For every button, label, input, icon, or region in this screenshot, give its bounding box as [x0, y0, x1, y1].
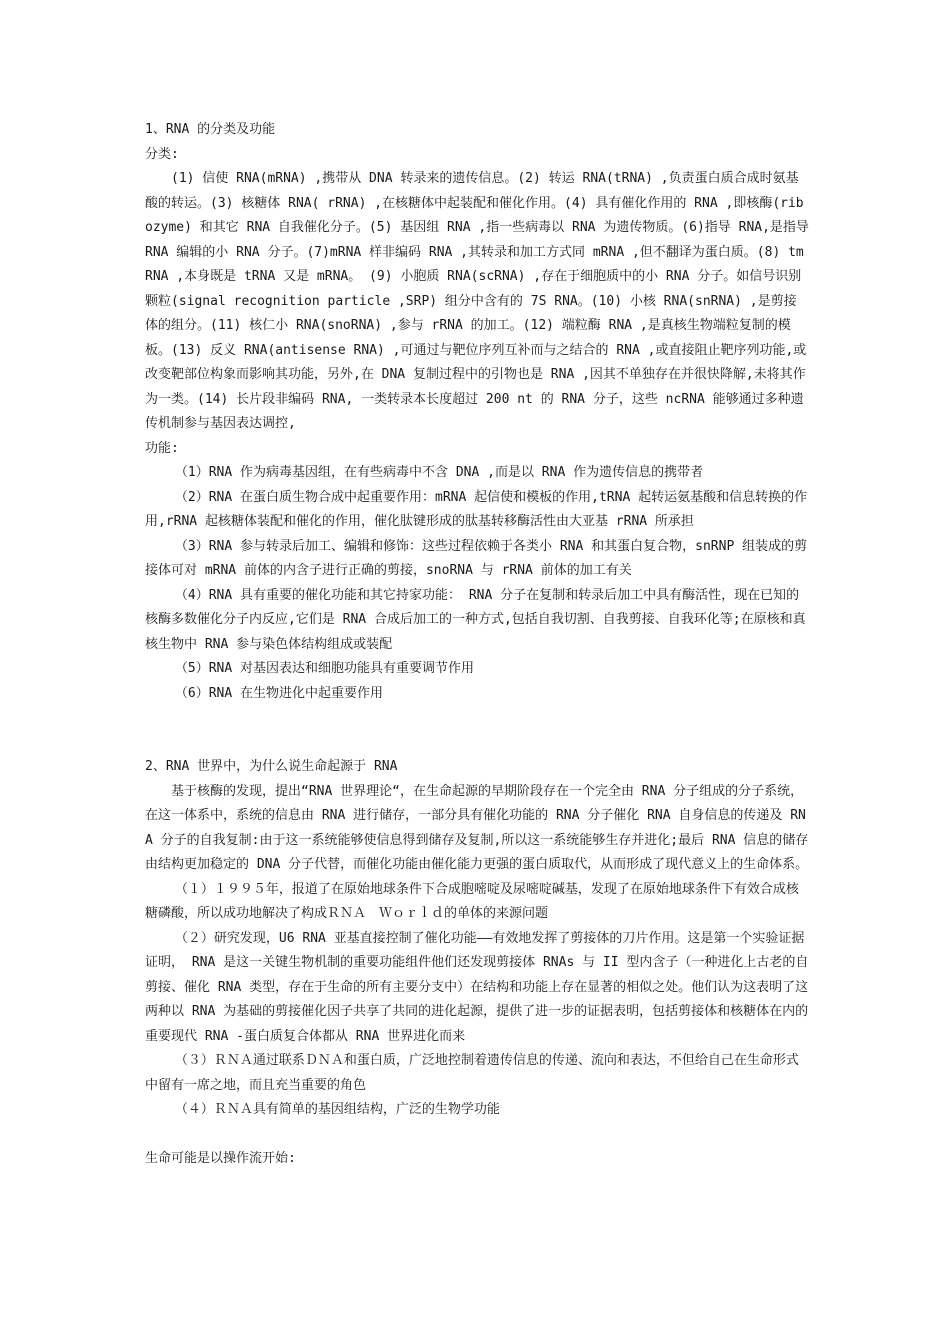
function-item-3: （3）RNA 参与转录后加工、编辑和修饰：这些过程依赖于各类小 RNA 和其蛋白复合物，snRNP 组装成的剪接体可对 mRNA 前体的内含子进行正确的剪接，snoRNA 与 rRNA 前体的加工有关 — [145, 538, 808, 578]
section-spacer — [145, 706, 809, 755]
evidence-point-4: （４）ＲＮＡ具有简单的基因组结构，广泛的生物学功能 — [174, 1102, 500, 1117]
document-page — [145, 118, 809, 1171]
evidence-point-2: （２）研究发现，U6 RNA 亚基直接控制了催化功能——有效地发挥了剪接体的刀片作用。这是第一个实验证据证明， RNA 是这一关键生物机制的重要功能组件他们还发现剪接体 RNAs 与 II 型内含子（一种进化上古老的自剪接、催化 RNA 类型，存在于生命的所有主要分支中）在结构和功能上存在显著的相似之处。他们认为这表明了这两种以 RNA 为基础的剪接催化因子共享了共同的进化起源，提供了进一步的证据表明，包括剪接体和核糖体在内的重要现代 RNA -蛋白质复合体都从 RNA 世界进化而来 — [145, 930, 809, 1044]
rna-world-intro: 基于核酶的发现，提出“RNA 世界理论“，在生命起源的早期阶段存在一个完全由 RNA 分子组成的分子系统，在这一体系中，系统的信息由 RNA 进行储存，一部分具有催化功能的 RNA 分子催化 RNA 自身信息的传递及 RNA 分子的自我复制:由于这一系统能够使信息得到储存及复制,所以这一系统能够生存并进化;最后 RNA 信息的储存由结构更加稳定的 DNA 分子代替，而催化功能由催化能力更强的蛋白质取代，从而形成了现代意义上的生命体系。 — [145, 783, 809, 872]
evidence-point-1: （１）１９９５年，报道了在原始地球条件下合成胞嘧啶及尿嘧啶碱基，发现了在原始地球条件下有效合成核糖磷酸，所以成功地解决了构成ＲＮＡ Ｗｏｒｌｄ的单体的来源问题 — [145, 881, 799, 921]
closing-spacer — [145, 1123, 809, 1147]
function-item-6: （6）RNA 在生物进化中起重要作用 — [174, 685, 384, 701]
function-item-1: （1）RNA 作为病毒基因组，在有些病毒中不含 DNA ,而是以 RNA 作为遗传信息的携带者 — [174, 465, 704, 480]
function-item-5: （5）RNA 对基因表达和细胞功能具有重要调节作用 — [174, 661, 475, 676]
classification-label: 分类: — [145, 146, 179, 162]
classification-paragraph: (1) 信使 RNA(mRNA) ,携带从 DNA 转录来的遗传信息。(2) 转运 RNA(tRNA) ,负责蛋白质合成时氨基酸的转运。(3) 核糖体 RNA( rRNA) ,在核糖体中起装配和催化作用。(4) 具有催化作用的 RNA ,即核酶(ribozyme) 和其它 RNA 自我催化分子。(5) 基因组 RNA ,指一些病毒以 RNA 为遗传物质。(6)指导 RNA,是指导 RNA 编辑的小 RNA 分子。(7)mRNA 样非编码 RNA ,其转录和加工方式同 mRNA ,但不翻译为蛋白质。(8) tmRNA ,本身既是 tRNA 又是 mRNA。 (9) 小胞质 RNA(scRNA) ,存在于细胞质中的小 RNA 分子。如信号识别颗粒(signal recognition particle ,SRP) 组分中含有的 7S RNA。(10) 小核 RNA(snRNA) ,是剪接体的组分。(11) 核仁小 RNA(snoRNA) ,参与 rRNA 的加工。(12) 端粒酶 RNA ,是真核生物端粒复制的模板。(13) 反义 RNA(antisense RNA) ,可通过与靶位序列互补而与之结合的 RNA ,或直接阻止靶序列功能,或改变靶部位构象而影响其功能，另外,在 DNA 复制过程中的引物也是 RNA ,因其不单独存在并很快降解,未将其作为一类。(14) 长片段非编码 RNA, 一类转录本长度超过 200 nt 的 RNA 分子，这些 ncRNA 能够通过多种遗传机制参与基因表达调控, — [145, 171, 809, 431]
function-item-4: （4）RNA 具有重要的催化功能和其它持家功能： RNA 分子在复制和转录后加工中具有酶活性，现在已知的核酶多数催化分子内反应,它们是 RNA 合成后加工的一种方式,包括自我切割、自我剪接、自我环化等;在原核和真核生物中 RNA 参与染色体结构组成或装配 — [145, 587, 806, 652]
section2-heading: 2、RNA 世界中，为什么说生命起源于 RNA — [145, 759, 398, 774]
section1-heading: 1、RNA 的分类及功能 — [145, 122, 276, 137]
closing-line: 生命可能是以操作流开始: — [145, 1150, 296, 1166]
function-label: 功能: — [145, 440, 179, 456]
function-item-2: （2）RNA 在蛋白质生物合成中起重要作用：mRNA 起信使和模板的作用,tRNA 起转运氨基酸和信息转换的作用,rRNA 起核糖体装配和催化的作用，催化肽键形成的肽基转移酶活性由大亚基 rRNA 所承担 — [145, 489, 808, 529]
evidence-point-3: （３）ＲＮＡ通过联系ＤＮＡ和蛋白质，广泛地控制着遗传信息的传递、流向和表达，不但给自己在生命形式中留有一席之地，而且充当重要的角色 — [145, 1053, 799, 1093]
